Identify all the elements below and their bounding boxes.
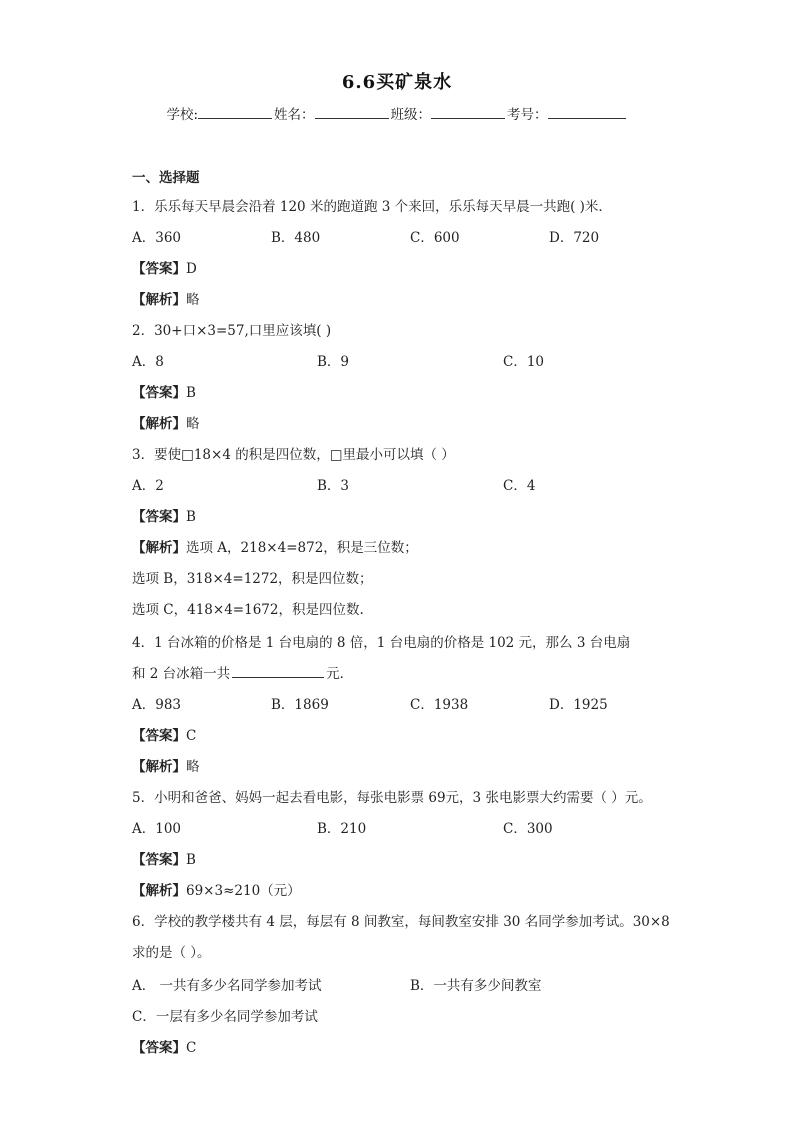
number-label: 考号： (507, 107, 548, 123)
analysis-text: 选项 A，218×4=872，积是三位数； (186, 540, 418, 556)
school-label: 学校: (166, 107, 199, 123)
question-4-stem: 4．1 台冰箱的价格是 1 台电扇的 8 倍，1 台电扇的价格是 102 元，那么 3 台电扇 (132, 635, 631, 651)
answer-blank (232, 663, 324, 678)
question-1-option-c: C．600 (410, 230, 460, 246)
question-2-option-a: A．8 (132, 354, 164, 370)
answer-label: 【答案】 (132, 509, 186, 525)
question-5-option-b: B．210 (317, 821, 367, 837)
class-blank (431, 104, 505, 119)
answer-label: 【答案】 (132, 852, 186, 868)
question-3-option-b: B．3 (317, 478, 350, 494)
question-6-option-a: A． 一共有多少名同学参加考试 (132, 978, 322, 994)
analysis-label: 【解析】 (132, 759, 186, 775)
page-title: 6.6买矿泉水 (341, 72, 453, 93)
school-blank (198, 104, 272, 119)
question-3-answer (132, 505, 196, 525)
analysis-text: 略 (186, 416, 200, 432)
question-6-stem-line-2: 求的是（ ）。 (132, 945, 211, 961)
question-6-answer (132, 1036, 196, 1056)
question-4-option-a: A．983 (132, 697, 182, 713)
answer-value: B (186, 385, 196, 401)
question-3-analysis-line-2: 选项 B，318×4=1272，积是四位数； (132, 571, 373, 587)
question-3-stem: 3．要使□18×4 的积是四位数，□里最小可以填（ ） (132, 447, 455, 463)
question-6-option-b: B．一共有多少间教室 (410, 978, 542, 994)
question-3-option-c: C．4 (503, 478, 536, 494)
answer-value: C (186, 728, 197, 744)
analysis-label: 【解析】 (132, 540, 186, 556)
question-2-analysis (132, 412, 200, 432)
analysis-label: 【解析】 (132, 292, 186, 308)
question-2-stem: 2．30+口×3=57,口里应该填( ) (132, 323, 332, 339)
question-2-option-c: C．10 (503, 354, 545, 370)
answer-label: 【答案】 (132, 1040, 186, 1056)
question-5-stem: 5．小明和爸爸、妈妈一起去看电影，每张电影票 69元，3 张电影票大约需要（ ）元。 (132, 790, 652, 806)
name-blank (315, 104, 389, 119)
question-2-option-b: B．9 (317, 354, 350, 370)
answer-value: D (186, 261, 197, 277)
question-1-analysis (132, 288, 200, 308)
question-6-stem: 6．学校的教学楼共有 4 层，每层有 8 间教室，每间教室安排 30 名同学参加考试。30×8 (132, 914, 670, 930)
section-heading: 一、选择题 (132, 170, 200, 186)
analysis-text: 略 (186, 759, 200, 775)
stem-text-end: 元． (326, 666, 354, 682)
answer-value: B (186, 509, 196, 525)
answer-label: 【答案】 (132, 728, 186, 744)
analysis-label: 【解析】 (132, 883, 186, 899)
question-4-option-d: D．1925 (549, 697, 608, 713)
answer-label: 【答案】 (132, 261, 186, 277)
question-1-stem: 1．乐乐每天早晨会沿着 120 米的跑道跑 3 个来回，乐乐每天早晨一共跑( )米． (132, 199, 612, 215)
question-4-answer (132, 724, 196, 744)
class-label: 班级： (390, 107, 432, 123)
number-blank (548, 104, 626, 119)
question-4-option-c: C．1938 (410, 697, 469, 713)
question-3-analysis (132, 536, 418, 556)
answer-label: 【答案】 (132, 385, 186, 401)
question-5-option-c: C．300 (503, 821, 553, 837)
student-info-row (0, 103, 794, 123)
question-5-answer (132, 848, 196, 868)
analysis-text: 69×3≈210（元） (186, 883, 301, 899)
question-3-option-a: A．2 (132, 478, 164, 494)
answer-value: C (186, 1040, 197, 1056)
question-1-option-b: B．480 (271, 230, 321, 246)
question-1-answer (132, 257, 197, 277)
question-2-answer (132, 381, 196, 401)
question-3-analysis-line-3: 选项 C，418×4=1672，积是四位数. (132, 602, 364, 618)
question-6-option-c: C．一层有多少名同学参加考试 (132, 1009, 318, 1025)
question-4-analysis (132, 755, 200, 775)
question-4-option-b: B．1869 (271, 697, 329, 713)
question-4-stem-line-2 (132, 662, 353, 682)
question-1-option-d: D．720 (549, 230, 600, 246)
stem-text-start: 和 2 台冰箱一共 (132, 666, 231, 682)
answer-value: B (186, 852, 196, 868)
analysis-text: 略 (186, 292, 200, 308)
question-5-analysis (132, 879, 301, 899)
question-1-option-a: A．360 (132, 230, 182, 246)
name-label: 姓名： (274, 107, 315, 123)
analysis-label: 【解析】 (132, 416, 186, 432)
question-5-option-a: A．100 (132, 821, 182, 837)
